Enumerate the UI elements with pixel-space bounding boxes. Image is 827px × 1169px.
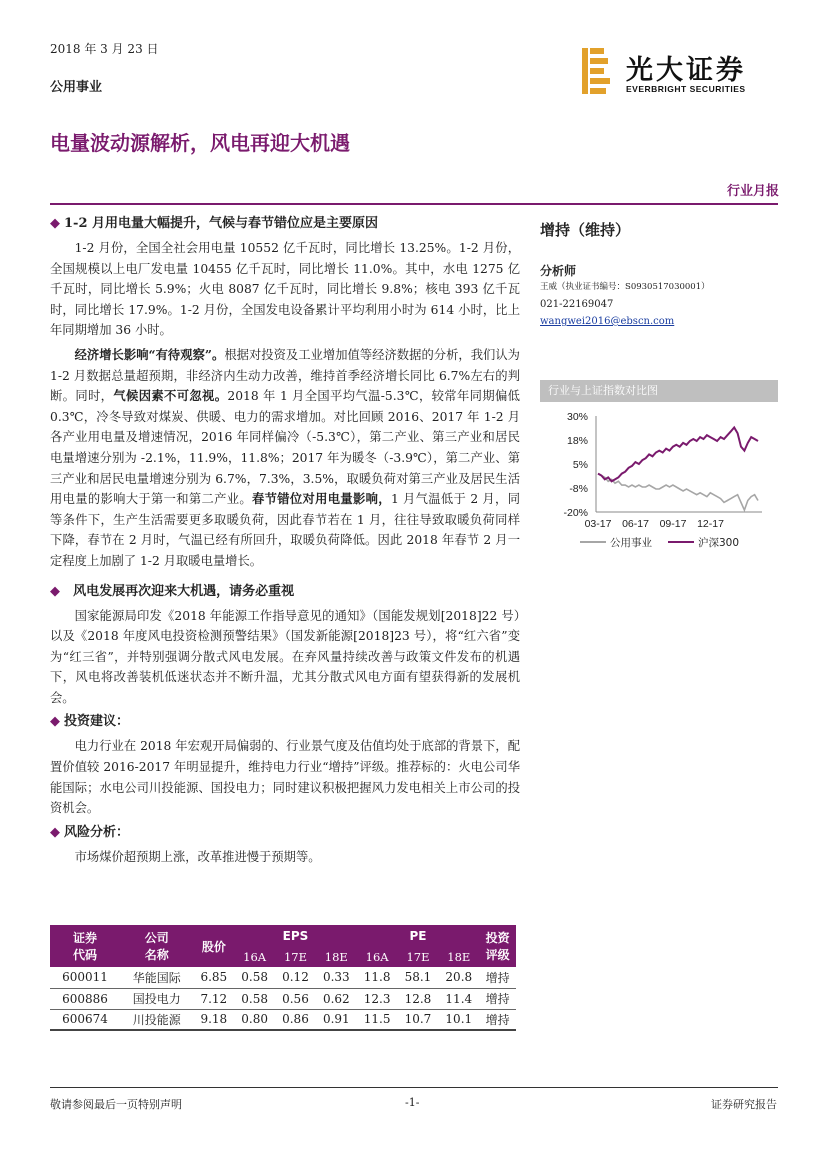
col-header-pe: PE <box>357 925 479 946</box>
report-date: 2018 年 3 月 23 日 <box>50 42 159 56</box>
header-divider <box>50 203 778 205</box>
paragraph-investment: 电力行业在 2018 年宏观开局偏弱的、行业景气度及估值均处于底部的背景下，配置价值较 2016-2017 年明显提升，维持电力行业“增持”评级。推荐标的：火电公司华能国际；水电公司川投能源、国投电力；同时建议积极把握风力发电相关上市公司的投资机会。 <box>50 739 520 816</box>
rating-label: 增持（维持） <box>540 221 631 239</box>
table-cell: 10.1 <box>438 1009 479 1030</box>
y-tick-label: 30% <box>566 411 588 423</box>
sector-label: 公用事业 <box>50 80 103 95</box>
table-cell: 11.8 <box>357 967 398 988</box>
table-cell: 20.8 <box>438 967 479 988</box>
table-cell: 600011 <box>50 967 120 988</box>
bold-phrase: 气候因素不可忽视。 <box>113 388 228 404</box>
table-cell: 0.91 <box>316 1009 357 1030</box>
section-title-text: 1-2 月用电量大幅提升，气候与春节错位应是主要原因 <box>64 216 379 231</box>
legend-label: 公用事业 <box>610 537 652 549</box>
sidebar <box>540 214 780 330</box>
header-text: 公司 <box>144 931 169 945</box>
valuation-table <box>50 925 516 1031</box>
logo-english-name: EVERBRIGHT SECURITIES <box>626 84 746 94</box>
table-cell: 增持 <box>479 988 516 1009</box>
main-column <box>50 214 520 871</box>
analyst-phone: 021-22169047 <box>540 299 614 310</box>
text-span: 2018 年 1 月全国平均气温-5.3℃，较常年同期偏低 0.3℃，冷冬导致对煤炭、供暖、电力的需求增加。对比回顾 2016、2017 年 1-2 月各产业用电量及增速情况，2016 年同样偏冷（-5.3℃），第二产业、第三产业和居民电量增速分别为 -2.1%，11.9%，11.8%；2017 年为暖冬（-3.9℃），第二产业、第三产业和居民电量增速分别为 6.7%，7.3%，3.5%，取暖负荷对第三产业及居民生活用电量的影响大于第一和第二产业。 <box>50 389 520 507</box>
col-header-price: 股价 <box>193 925 234 967</box>
table-cell: 0.80 <box>234 1009 275 1030</box>
col-header-year: 18E <box>316 946 357 967</box>
report-type: 行业月报 <box>726 184 779 199</box>
comparison-chart <box>540 408 778 556</box>
text-span: 1 月气温低于 2 月，同等条件下，生产生活需要更多取暖负荷，因此春节若在 1 月，往往导致取暖负荷同样下降，春节在 2 月时，气温已经有所回升，取暖负荷降低。因此 2018 年春节 2 月一定程度上加剧了 1-2 月取暖电量增长。 <box>50 492 520 568</box>
y-tick-label: -20% <box>563 507 588 519</box>
table-row <box>50 967 516 988</box>
section-title-text: 风电发展再次迎来大机遇，请务必重视 <box>73 583 295 599</box>
table-cell: 增持 <box>479 1009 516 1030</box>
table-cell: 增持 <box>479 967 516 988</box>
header-text: 代码 <box>73 948 98 962</box>
col-header-eps: EPS <box>234 925 356 946</box>
header-text: 证券 <box>73 931 98 945</box>
footer-divider <box>50 1087 778 1088</box>
header-text: 名称 <box>144 948 169 962</box>
section-title-risk <box>50 823 520 843</box>
table-cell: 6.85 <box>193 967 234 988</box>
section-title-investment <box>50 712 520 732</box>
y-tick-label: 5% <box>572 459 588 471</box>
table-cell: 11.4 <box>438 988 479 1009</box>
table-cell: 0.58 <box>234 967 275 988</box>
table-cell: 600674 <box>50 1009 120 1030</box>
paragraph-power-stats: 1-2 月份，全国全社会用电量 10552 亿千瓦时，同比增长 13.25%。1-2 月份，全国规模以上电厂发电量 10455 亿千瓦时，同比增长 11.0%。其中，水电 1275 亿千瓦时，同比增长 5.9%；火电 8087 亿千瓦时，同比增长 9.8%；核电 393 亿千瓦时，同比增长 17.9%。1-2 月份，全国发电设备累计平均利用小时为 614 小时，比上年同期增加 36 小时。 <box>50 241 520 338</box>
diamond-bullet-icon: ◆ <box>50 714 60 730</box>
col-header-year: 16A <box>234 946 275 967</box>
table-cell: 7.12 <box>193 988 234 1009</box>
table-cell: 58.1 <box>398 967 439 988</box>
table-cell: 川投能源 <box>120 1009 193 1030</box>
table-cell: 0.56 <box>275 988 316 1009</box>
table-cell: 600886 <box>50 988 120 1009</box>
everbright-logo <box>582 48 782 98</box>
header-text: 投资 <box>485 931 510 945</box>
paragraph-analysis <box>50 345 520 572</box>
col-header-code <box>50 925 120 967</box>
bold-phrase: 春节错位对用电量影响， <box>252 491 391 507</box>
col-header-year: 17E <box>275 946 316 967</box>
table-cell: 0.33 <box>316 967 357 988</box>
paragraph-risk: 市场煤价超预期上涨，改革推进慢于预期等。 <box>74 849 321 864</box>
col-header-name <box>120 925 193 967</box>
footer-report-label: 证券研究报告 <box>711 1098 777 1111</box>
col-header-year: 18E <box>438 946 479 967</box>
x-tick-label: 03-17 <box>584 518 612 530</box>
everbright-logo-mark-icon <box>582 48 612 94</box>
series-line-2 <box>598 428 758 482</box>
table-cell: 9.18 <box>193 1009 234 1030</box>
table-cell: 0.62 <box>316 988 357 1009</box>
table-cell: 0.12 <box>275 967 316 988</box>
table-cell: 10.7 <box>398 1009 439 1030</box>
x-tick-label: 06-17 <box>622 518 649 530</box>
section-title-power-use <box>50 214 520 234</box>
bold-phrase: 经济增长影响“有待观察”。 <box>74 346 225 362</box>
page-number: -1- <box>405 1096 420 1109</box>
legend-label: 沪深300 <box>698 537 740 549</box>
diamond-bullet-icon: ◆ <box>50 824 60 840</box>
x-tick-label: 09-17 <box>659 518 687 530</box>
paragraph-wind: 国家能源局印发《2018 年能源工作指导意见的通知》（国能发规划[2018]22 号）以及《2018 年度风电投资检测预警结果》（国发新能源[2018]23 号），将“红六省”变为“红三省”，并特别强调分散式风电发展。在弃风量持续改善与政策文件发布的机遇下，风电将改善装机低迷状态并不断升温，尤其分散式风电方面有望获得新的发展机会。 <box>50 608 520 705</box>
valuation-table-body <box>50 967 516 1030</box>
text-span: 根据对投资及工业增加值等经济数据的分析，我们认为 1-2 月数据总量超预期，非经济内生动力改善，维持首季经济增长同比 6.7%左右的判断。同时， <box>50 347 520 404</box>
table-cell: 国投电力 <box>120 988 193 1009</box>
table-row <box>50 988 516 1009</box>
table-cell: 12.3 <box>357 988 398 1009</box>
y-tick-label: -8% <box>569 483 588 495</box>
section-title-text: 风险分析： <box>64 824 130 840</box>
col-header-year: 17E <box>398 946 439 967</box>
table-cell: 12.8 <box>398 988 439 1009</box>
analyst-name: 王威（执业证书编号：S0930517030001） <box>540 282 710 292</box>
series-line-1 <box>598 474 758 511</box>
table-cell: 0.58 <box>234 988 275 1009</box>
analyst-email-link[interactable]: wangwei2016@ebscn.com <box>540 316 675 327</box>
y-tick-label: 18% <box>566 435 588 447</box>
diamond-bullet-icon: ◆ <box>50 583 60 599</box>
report-title: 电量波动源解析，风电再迎大机遇 <box>50 131 350 155</box>
analyst-heading: 分析师 <box>540 264 577 278</box>
col-header-year: 16A <box>357 946 398 967</box>
chart-title: 行业与上证指数对比图 <box>540 380 778 402</box>
logo-chinese-name: 光大证券 <box>626 55 746 86</box>
x-tick-label: 12-17 <box>697 518 724 530</box>
diamond-bullet-icon: ◆ <box>50 216 60 231</box>
table-row <box>50 1009 516 1030</box>
footer-disclaimer: 敬请参阅最后一页特别声明 <box>50 1098 182 1111</box>
col-header-rating <box>479 925 516 967</box>
section-title-text: 投资建议： <box>64 714 130 730</box>
table-cell: 0.86 <box>275 1009 316 1030</box>
header-text: 评级 <box>485 948 510 962</box>
table-cell: 11.5 <box>357 1009 398 1030</box>
section-title-wind <box>50 582 520 602</box>
table-cell: 华能国际 <box>120 967 193 988</box>
